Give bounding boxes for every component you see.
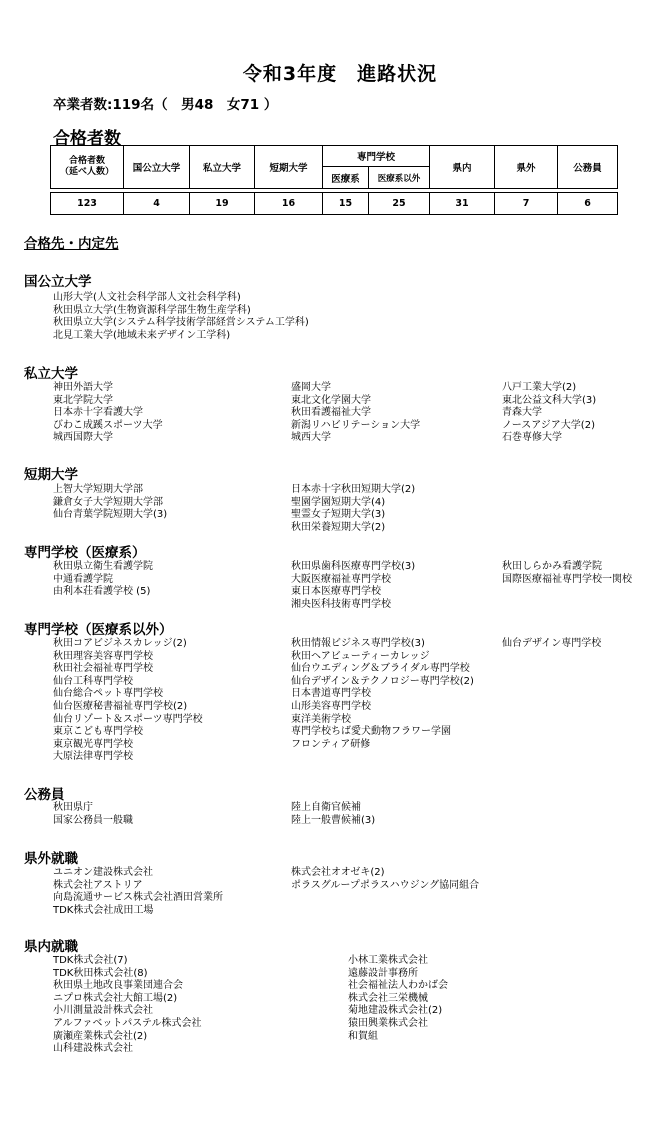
list-item: 山形大学(人文社会科学部人文社会科学科) (53, 292, 241, 303)
passers-table (50, 145, 618, 215)
list-item: 秋田コアビジネスカレッジ(2) (53, 638, 187, 649)
list-item: 仙台工科専門学校 (53, 675, 133, 687)
list-item: 聖霊女子短期大学(3) (291, 509, 386, 521)
list-item: 向島流通サービス株式会社酒田営業所 (53, 892, 223, 904)
list-item: 秋田県庁 (53, 802, 93, 813)
vocational-medical-col1 (53, 561, 153, 599)
list-item: 東北公益文科大学(3) (502, 394, 597, 406)
value-private: 19 (190, 193, 255, 215)
value-medical: 15 (323, 193, 369, 215)
list-item: 大原法律専門学校 (53, 751, 133, 763)
civil-col1 (53, 802, 133, 827)
list-item: 由利本荘看護学校 (5) (53, 586, 151, 598)
list-item: 仙台青葉学院短期大学(3) (53, 509, 168, 521)
section-civil-heading: 公務員 (24, 787, 65, 803)
value-total: 123 (51, 193, 124, 215)
private-list-col2 (291, 382, 420, 445)
list-item: 小川測量設計株式会社 (53, 1005, 153, 1017)
list-item: 廣瀬産業株式会社(2) (53, 1030, 148, 1042)
list-item: 秋田しらかみ看護学院 (502, 561, 602, 572)
list-item: 中通看護学院 (53, 573, 113, 585)
list-item: ユニオン建設株式会社 (53, 867, 153, 878)
value-junior: 16 (255, 193, 323, 215)
list-item: びわこ成蹊スポーツ大学 (53, 419, 163, 431)
private-list-col1 (53, 382, 163, 445)
list-item: TDK秋田株式会社(8) (53, 967, 148, 979)
list-item: 和賀組 (348, 1030, 378, 1042)
header-out-pref: 県外 (495, 146, 558, 189)
list-item: TDK株式会社成田工場 (53, 904, 154, 916)
list-item: 秋田ヘアビューティーカレッジ (291, 650, 430, 662)
list-item: 東京観光専門学校 (53, 738, 133, 750)
header-private: 私立大学 (190, 146, 255, 189)
value-national: 4 (124, 193, 190, 215)
list-item: 山形美容専門学校 (291, 700, 371, 712)
list-item: 専門学校ちば愛犬動物フラワー学園 (291, 726, 451, 738)
section-in-pref-heading: 県内就職 (24, 939, 78, 955)
list-item: 秋田看護福祉大学 (291, 407, 371, 419)
graduates-count: 卒業者数:119名（ 男48 女71 ） (53, 97, 278, 113)
list-item: 北見工業大学(地域未来デザイン工学科) (53, 329, 231, 341)
out-pref-col1 (53, 867, 223, 917)
list-item: 東京こども専門学校 (53, 726, 143, 738)
list-item: 遠藤設計事務所 (348, 967, 418, 979)
list-item: 城西大学 (291, 432, 331, 444)
list-item: ノースアジア大学(2) (502, 419, 595, 431)
in-pref-col1 (53, 955, 202, 1056)
vocational-medical-col3 (502, 561, 632, 586)
list-item: 東北文化学園大学 (291, 394, 371, 406)
list-item: 秋田理容美容専門学校 (53, 650, 153, 662)
list-item: 秋田県歯科医療専門学校(3) (291, 561, 416, 572)
header-non-medical: 医療系以外 (369, 167, 430, 189)
header-national: 国公立大学 (124, 146, 190, 189)
civil-col2 (291, 802, 375, 827)
out-pref-col2 (291, 867, 479, 892)
list-item: 日本赤十字秋田短期大学(2) (291, 484, 416, 495)
list-item: 仙台デザイン＆テクノロジー専門学校(2) (291, 675, 474, 687)
section-private-heading: 私立大学 (24, 366, 78, 382)
list-item: 小林工業株式会社 (348, 955, 428, 966)
list-item: 聖園学園短期大学(4) (291, 496, 386, 508)
list-item: 東日本医療専門学校 (291, 586, 381, 598)
section-vocational-other-heading: 専門学校（医療系以外） (24, 622, 173, 638)
list-item: ポラスグループポラスハウジング協同組合 (291, 879, 480, 891)
list-item: アルファベットパステル株式会社 (53, 1017, 202, 1029)
list-item: 日本赤十字看護大学 (53, 407, 143, 419)
header-civil: 公務員 (558, 146, 618, 189)
list-item: 秋田県立衛生看護学院 (53, 561, 153, 572)
header-vocational: 専門学校 (323, 146, 430, 167)
list-item: 新潟リハビリテーション大学 (291, 419, 421, 431)
list-item: 秋田県立大学(生物資源科学部生物生産学科) (53, 304, 251, 316)
list-item: 神田外語大学 (53, 382, 113, 393)
vocational-medical-col2 (291, 561, 415, 611)
section-junior-heading: 短期大学 (24, 467, 78, 483)
list-item: 仙台デザイン専門学校 (502, 638, 602, 649)
list-item: 秋田県土地改良事業団連合会 (53, 980, 183, 992)
national-list (53, 292, 309, 342)
list-item: 陸上一般曹候補(3) (291, 814, 376, 826)
vocational-other-col3 (502, 638, 601, 651)
header-total: 合格者数 （延べ人数） (51, 146, 124, 189)
list-item: 仙台リゾート＆スポーツ専門学校 (53, 713, 203, 725)
list-item: 国家公務員一般職 (53, 814, 133, 826)
header-medical: 医療系 (323, 167, 369, 189)
list-item: 株式会社三栄機械 (348, 992, 428, 1004)
list-item: 株式会社アストリア (53, 879, 143, 891)
list-item: 仙台ウエディング＆ブライダル専門学校 (291, 663, 470, 675)
page-title: 令和3年度 進路状況 (242, 63, 438, 85)
junior-list-col1 (53, 484, 167, 522)
list-item: 盛岡大学 (291, 382, 331, 393)
list-item: 国際医療福祉専門学校一関校 (502, 573, 632, 585)
value-in-pref: 31 (430, 193, 495, 215)
list-item: 株式会社オオゼキ(2) (291, 867, 385, 878)
list-item: 日本書道専門学校 (291, 688, 371, 700)
private-list-col3 (502, 382, 596, 445)
vocational-other-col1 (53, 638, 203, 764)
list-item: 猿田興業株式会社 (348, 1017, 428, 1029)
section-out-pref-heading: 県外就職 (24, 851, 78, 867)
list-item: 山科建設株式会社 (53, 1043, 133, 1055)
list-item: 石巻専修大学 (502, 432, 562, 444)
list-item: 城西国際大学 (53, 432, 113, 444)
value-civil: 6 (558, 193, 618, 215)
list-item: TDK株式会社(7) (53, 955, 128, 966)
list-item: 東洋美術学校 (291, 713, 351, 725)
in-pref-col2 (348, 955, 448, 1043)
list-item: フロンティア研修 (291, 738, 371, 750)
list-item: 青森大学 (502, 407, 542, 419)
list-item: ニプロ株式会社大館工場(2) (53, 992, 178, 1004)
value-out-pref: 7 (495, 193, 558, 215)
vocational-other-col2 (291, 638, 474, 751)
list-item: 秋田情報ビジネス専門学校(3) (291, 638, 425, 649)
list-item: 大阪医療福祉専門学校 (291, 573, 391, 585)
list-item: 菊地建設株式会社(2) (348, 1005, 443, 1017)
list-item: 秋田社会福祉専門学校 (53, 663, 153, 675)
junior-list-col2 (291, 484, 415, 534)
list-item: 秋田栄養短期大学(2) (291, 521, 386, 533)
list-item: 陸上自衛官候補 (291, 802, 361, 813)
list-item: 湘央医科技術専門学校 (291, 598, 391, 610)
passers-heading: 合格者数 (53, 129, 121, 149)
section-vocational-medical-heading: 専門学校（医療系） (24, 545, 146, 561)
list-item: 八戸工業大学(2) (502, 382, 577, 393)
value-non-medical: 25 (369, 193, 430, 215)
list-item: 仙台医療秘書福祉専門学校(2) (53, 700, 188, 712)
section-national-heading: 国公立大学 (24, 274, 92, 290)
list-item: 上智大学短期大学部 (53, 484, 143, 495)
list-item: 仙台総合ペット専門学校 (53, 688, 163, 700)
destinations-heading: 合格先・内定先 (24, 236, 119, 252)
list-item: 鎌倉女子大学短期大学部 (53, 496, 163, 508)
header-junior: 短期大学 (255, 146, 323, 189)
list-item: 東北学院大学 (53, 394, 113, 406)
list-item: 秋田県立大学(システム科学技術学部経営システム工学科) (53, 317, 309, 329)
list-item: 社会福祉法人わかば会 (348, 980, 448, 992)
header-in-pref: 県内 (430, 146, 495, 189)
